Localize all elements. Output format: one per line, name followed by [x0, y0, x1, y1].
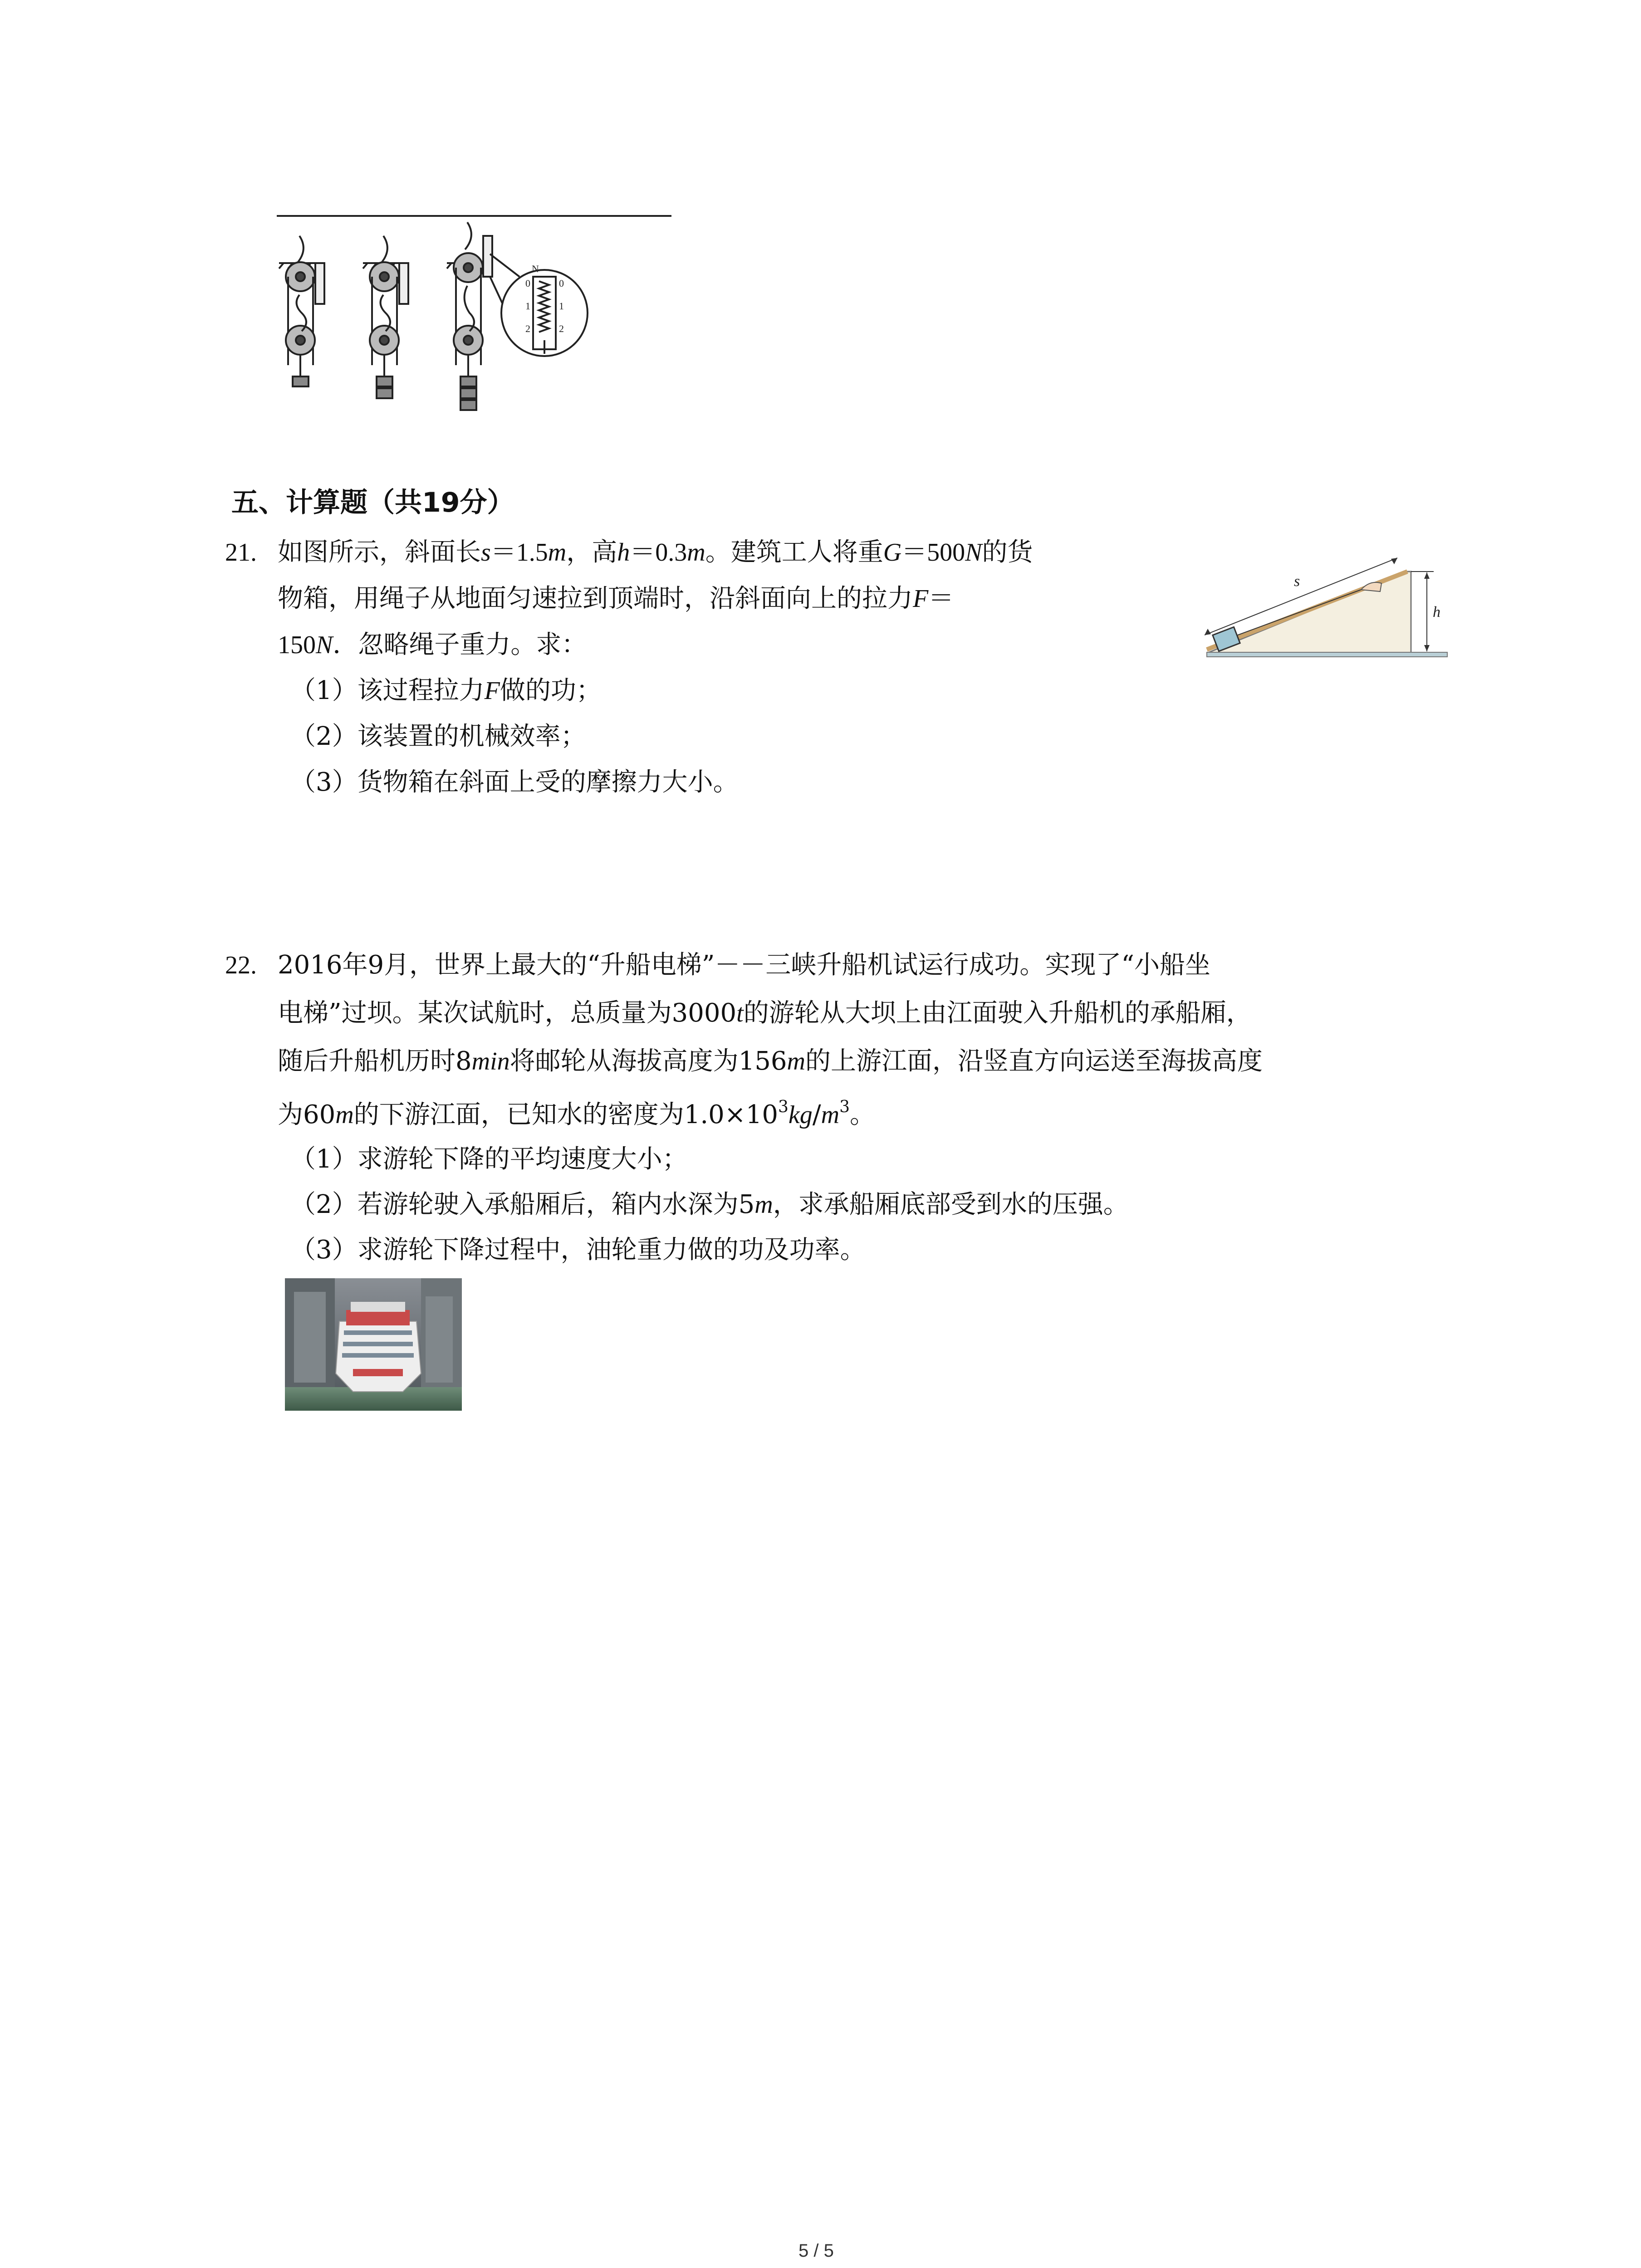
incline-drawing: [1198, 544, 1452, 662]
q22-line3: 随后升船机历时8min将邮轮从海拔高度为156m的上游江面，沿竖直方向运送至海拔高度: [278, 1046, 1263, 1076]
q21-number: 21.: [225, 538, 257, 567]
scale-tick-left-1: 1: [525, 300, 530, 312]
incline-s-label: s: [1294, 573, 1300, 590]
q21-sub2: （2）该装置的机械效率；: [290, 722, 586, 751]
incline-figure: [1198, 544, 1452, 662]
ship-photo-drawing: [285, 1278, 462, 1411]
q22-sub3: （3）求游轮下降过程中，油轮重力做的功及功率。: [290, 1235, 866, 1265]
q22-sub1: （1）求游轮下降的平均速度大小；: [290, 1144, 688, 1174]
pulley-drawing: [272, 209, 681, 435]
q21-line3: 150N．忽略绳子重力。求：: [278, 630, 587, 660]
pulley-figure: [272, 209, 681, 435]
q22-number: 22.: [225, 951, 257, 979]
scale-unit-label: N: [532, 263, 539, 274]
scale-tick-right-2: 2: [559, 323, 564, 334]
scale-tick-left-0: 0: [525, 278, 530, 289]
section-title: 五、计算题（共19分）: [231, 487, 514, 518]
page-number: 5 / 5: [798, 2241, 834, 2261]
q22-line4: 为60m的下游江面，已知水的密度为$1.0\times 10^3kg/m^3$。: [278, 1098, 875, 1129]
q22-sub2: （2）若游轮驶入承船厢后，箱内水深为5m，求承船厢底部受到水的压强。: [290, 1190, 1129, 1219]
scale-tick-right-0: 0: [559, 278, 564, 289]
ship-photo: [285, 1278, 462, 1411]
q21-sub3: （3）货物箱在斜面上受的摩擦力大小。: [290, 767, 739, 797]
q22-line1: 2016年9月，世界上最大的“升船电梯”－－三峡升船机试运行成功。实现了“小船坐: [278, 950, 1211, 980]
q21-sub1: （1）该过程拉力F做的功；: [290, 676, 602, 705]
q22-line2: 电梯”过坝。某次试航时，总质量为3000t的游轮从大坝上由江面驶入升船机的承船厢，: [278, 998, 1252, 1028]
scale-tick-left-2: 2: [525, 323, 530, 334]
incline-h-label: h: [1433, 604, 1440, 621]
scale-tick-right-1: 1: [559, 300, 564, 312]
q21-line1: 如图所示，斜面长s＝1.5m，高h＝0.3m。建筑工人将重G＝500N的货: [278, 538, 1033, 567]
q21-line2: 物箱，用绳子从地面匀速拉到顶端时，沿斜面向上的拉力F＝: [278, 584, 954, 613]
